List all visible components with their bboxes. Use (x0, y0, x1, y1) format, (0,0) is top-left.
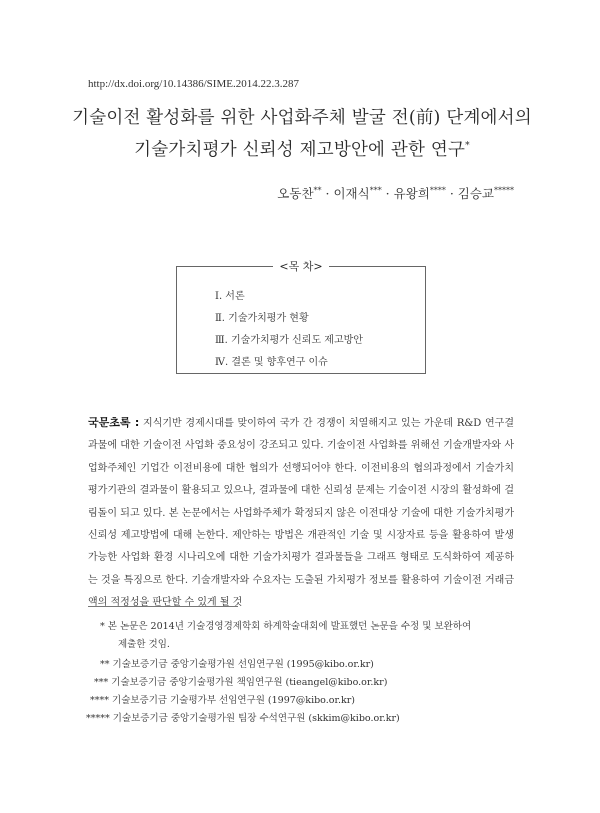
author-list (277, 184, 514, 202)
toc-item[interactable]: Ⅱ. 기술가치평가 현황 (215, 313, 309, 324)
abstract-paragraph (88, 412, 514, 615)
footnote (86, 710, 400, 724)
author-name: 오동찬 (277, 186, 314, 201)
author-separator: · (321, 186, 334, 201)
toc-item[interactable]: Ⅰ. 서론 (215, 291, 245, 302)
author-mark: *** (369, 185, 382, 195)
title-footnote-mark: * (465, 141, 470, 152)
abstract-text: 지식기반 경제시대를 맞이하여 국가 간 경쟁이 치열해지고 있는 가운데 R&D 연구결과물에 대한 기술이전 사업화 중요성이 강조되고 있다. 기술이전 사업화를 위해선 기술개발자와 사업화주체인 기업간 이전비용에 대한 협의가 선행되어야 한다. 이전비용의 협의과정에서 기술가치 평가기관의 결과물이 활용되고 있으나, 결과물에 대한 신뢰성 문제는 기술이전 시장의 활성화에 걸림돌이 되고 있다. 본 논문에서는 사업화주체가 확정되지 않은 이전대상 기술에 대한 기술가치평가 신뢰성 제고방법에 대해 논한다. 제안하는 방법은 개관적인 기술 및 시장자료 등을 활용하여 발생 가능한 사업화 환경 시나리오에 대한 기술가치평가 결과물들을 그래프 형태로 도식화하여 제공하는 것을 특징으로 한다. 기술개발자와 수요자는 도출된 가치평가 정보를 활용하여 기술이전 거래금액의 적정성을 판단할 수 있게 될 것 (88, 418, 515, 609)
title-line-2-text: 기술가치평가 신뢰성 제고방안에 관한 연구 (134, 140, 466, 160)
author-separator: · (445, 186, 458, 201)
footnote-divider (88, 606, 238, 607)
footnote (94, 674, 387, 688)
title-line-2 (60, 136, 544, 161)
footnote-mark: **** (90, 695, 109, 706)
toc-item[interactable]: Ⅳ. 결론 및 향후연구 이슈 (215, 357, 328, 368)
author-mark: **** (429, 185, 446, 195)
abstract-label: 국문초록 : (88, 416, 140, 429)
footnote-text: 본 논문은 2014년 기술경영경제학회 하계학술대회에 발표했던 논문을 수정 및 보완하여 (107, 621, 472, 632)
toc-item[interactable]: Ⅲ. 기술가치평가 신뢰도 제고방안 (215, 335, 363, 346)
author-name: 유왕희 (393, 186, 430, 201)
footnote-mark: ***** (86, 713, 110, 724)
footnote-text: 제출한 것임. (118, 639, 170, 650)
author-mark: ***** (494, 185, 514, 195)
footnote-mark: ** (100, 659, 110, 670)
footnote (100, 618, 471, 632)
title-line-1: 기술이전 활성화를 위한 사업화주체 발굴 전(前) 단계에서의 (72, 108, 532, 128)
footnote (118, 636, 170, 650)
toc-heading (177, 258, 425, 274)
footnote-text: 기술보증기금 기술평가부 선임연구원 (1997@kibo.or.kr) (112, 695, 355, 706)
footnote-mark: *** (94, 677, 109, 688)
footnote (90, 692, 355, 706)
author-separator: · (381, 186, 394, 201)
footnote-text: 기술보증기금 중앙기술평가원 선임연구원 (1995@kibo.or.kr) (112, 659, 374, 670)
footnote (100, 656, 374, 670)
doi-link[interactable]: http://dx.doi.org/10.14386/SIME.2014.22.3.287 (88, 78, 299, 90)
toc-heading-text: <목 차> (273, 260, 328, 273)
author-name: 김승교 (457, 186, 494, 201)
footnote-mark: * (100, 621, 105, 632)
author-name: 이재식 (333, 186, 370, 201)
footnote-text: 기술보증기금 중앙기술평가원 책임연구원 (tieangel@kibo.or.kr) (111, 677, 388, 688)
table-of-contents (176, 260, 426, 374)
author-mark: ** (313, 185, 322, 195)
footnote-text: 기술보증기금 중앙기술평가원 팀장 수석연구원 (skkim@kibo.or.kr) (112, 713, 400, 724)
